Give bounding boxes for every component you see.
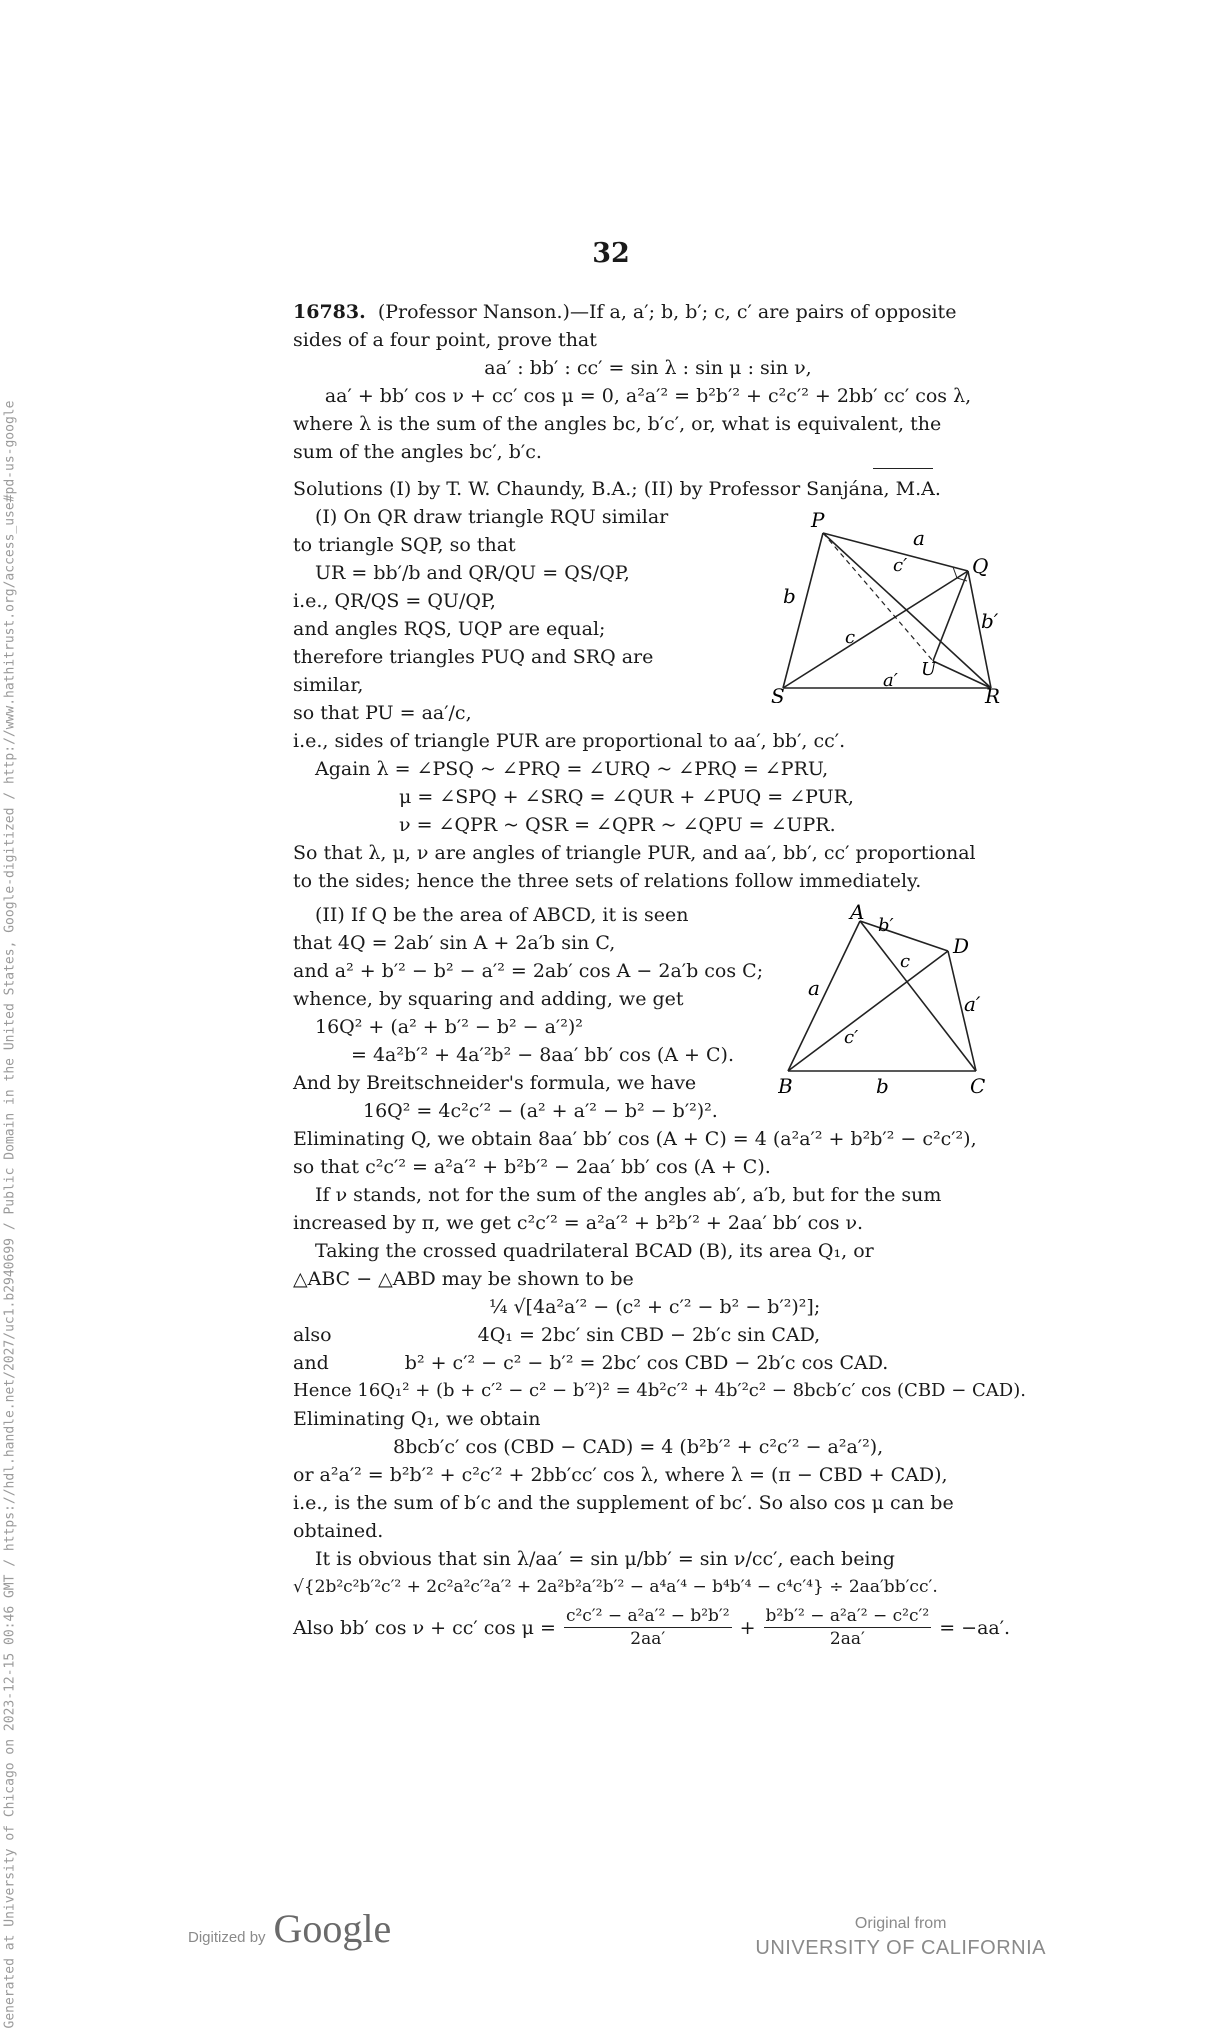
- hence-line: Hence 16Q₁² + (b + c′² − c² − b′²)² = 4b²c′² + 4b′²c² − 8bcb′c′ cos (CBD − CAD).: [293, 1380, 1026, 1401]
- also-equation: 4Q₁ = 2bc′ sin CBD − 2b′c sin CAD,: [477, 1324, 821, 1346]
- part1-conclusion-2: to the sides; hence the three sets of relations follow immediately.: [293, 870, 922, 892]
- final-rhs: = −aa′.: [939, 1616, 1011, 1639]
- label-s: S: [771, 684, 785, 703]
- part2-line: And by Breitschneider's formula, we have: [293, 1072, 697, 1094]
- part1-text: [293, 503, 713, 727]
- part1-again-1: Again λ = ∠PSQ ~ ∠PRQ = ∠URQ ~ ∠PRQ = ∠PRU,: [315, 758, 829, 780]
- part1-line: i.e., QR/QS = QU/QP,: [293, 590, 496, 612]
- taking-line-2: △ABC − △ABD may be shown to be: [293, 1268, 634, 1290]
- google-logo: Google: [273, 1906, 392, 1951]
- also-label: also: [293, 1324, 332, 1346]
- part1-sides-line: i.e., sides of triangle PUR are proportional to aa′, bb′, cc′.: [293, 730, 846, 752]
- figure-quadrilateral-abcd: [778, 903, 1003, 1116]
- part2-line: 16Q² + (a² + b′² − b² − a′²)²: [315, 1016, 583, 1038]
- fraction-2: [764, 1605, 932, 1650]
- side-ps: [783, 533, 823, 688]
- label-q: Q: [972, 554, 989, 578]
- diagonal-bd: [788, 951, 948, 1071]
- label-c-prime-2: c′: [844, 1027, 859, 1048]
- segment-pu: [823, 533, 933, 661]
- problem-number: 16783.: [293, 301, 366, 323]
- fraction-2-denominator: 2aa′: [829, 1629, 865, 1649]
- fraction-2-numerator: b²b′² − a²a′² − c²c′²: [765, 1606, 930, 1626]
- problem-author: (Professor Nanson.): [377, 301, 570, 323]
- and-line: [293, 1349, 1003, 1377]
- original-from-text: Original from: [854, 1915, 947, 1932]
- label-a: a: [913, 526, 925, 550]
- eliminating-q-line: Eliminating Q, we obtain 8aa′ bb′ cos (A + C) = 4 (a²a′² + b²b′² − c²c′²),: [293, 1128, 977, 1150]
- fraction-1: [564, 1605, 732, 1650]
- page-number: 32: [592, 238, 630, 269]
- original-from: [755, 1912, 1046, 1960]
- label-c-vertex: C: [970, 1074, 986, 1098]
- and-label: and: [293, 1352, 329, 1374]
- part1-line: so that PU = aa′/c,: [293, 702, 472, 724]
- obtained-line: obtained.: [293, 1520, 384, 1542]
- if-nu-line-2: increased by π, we get c²c′² = a²a′² + b²b′² + 2aa′ bb′ cos ν.: [293, 1212, 864, 1234]
- label-r: R: [985, 684, 1001, 703]
- obvious-line: It is obvious that sin λ/aa′ = sin μ/bb′ = sin ν/cc′, each being: [315, 1548, 895, 1570]
- label-c-prime: c′: [893, 555, 908, 576]
- label-c: c: [845, 627, 856, 648]
- problem-statement-1: —If a, a′; b, b′; c, c′ are pairs of opposite: [569, 301, 957, 323]
- label-b-vertex: B: [778, 1074, 793, 1098]
- figure-four-point-pqrs: [753, 503, 1003, 711]
- digitized-by-google: [188, 1905, 391, 1952]
- plus-sign: +: [739, 1616, 756, 1639]
- solutions-heading: Solutions (I) by T. W. Chaundy, B.A.; (II) by Professor Sanjána, M.A.: [293, 478, 941, 500]
- side-ab: [788, 921, 860, 1071]
- problem-line-1: [293, 298, 1003, 326]
- part2-block: [293, 901, 1003, 1125]
- part2-line: 16Q² = 4c²c′² − (a² + a′² − b² − b′²)².: [363, 1100, 718, 1122]
- area-formula: ¼ √[4a²a′² − (c² + c′² − b² − b′²)²];: [489, 1296, 821, 1318]
- digitized-by-text: Digitized by: [188, 1929, 266, 1946]
- segment-ur: [933, 661, 991, 688]
- so-that-line: so that c²c′² = a²a′² + b²b′² − 2aa′ bb′ cos (A + C).: [293, 1156, 771, 1178]
- problem-statement-2: sides of a four point, prove that: [293, 329, 597, 351]
- part1-line: to triangle SQP, so that: [293, 534, 516, 556]
- part2-line: that 4Q = 2ab′ sin A + 2a′b sin C,: [293, 932, 616, 954]
- and-equation: b² + c′² − c² − b′² = 2bc′ cos CBD − 2b′c cos CAD.: [404, 1352, 889, 1374]
- part1-conclusion-1: So that λ, μ, ν are angles of triangle PUR, and aa′, bb′, cc′ proportional: [293, 842, 976, 864]
- part2-line: (II) If Q be the area of ABCD, it is seen: [315, 904, 689, 926]
- diagonal-sq: [783, 571, 968, 688]
- segment-qu: [933, 571, 968, 661]
- fraction-1-denominator: 2aa′: [630, 1629, 666, 1649]
- label-u: U: [921, 659, 937, 680]
- label-a-side: a: [808, 976, 820, 1000]
- part2-line: whence, by squaring and adding, we get: [293, 988, 684, 1010]
- taking-line-1: Taking the crossed quadrilateral BCAD (B), its area Q₁, or: [315, 1240, 874, 1262]
- part1-line: and angles RQS, UQP are equal;: [293, 618, 606, 640]
- ie-line: i.e., is the sum of b′c and the supplement of bc′. So also cos μ can be: [293, 1492, 954, 1514]
- hathitrust-watermark: Generated at University of Chicago on 2023-12-15 00:46 GMT / https://hdl.handle.net/2027/uc1.b2940699 / Public Domain in the United States, Google-digitized / http://www.hathitrust.org/access_use#pd-us-google: [2, 400, 18, 2029]
- also-line: [293, 1321, 1003, 1349]
- label-c-2: c: [900, 951, 911, 972]
- final-lhs: Also bb′ cos ν + cc′ cos μ =: [293, 1616, 556, 1639]
- eliminating-q1-equation: 8bcb′c′ cos (CBD − CAD) = 4 (b²b′² + c²c′² − a²a′²),: [393, 1436, 884, 1458]
- if-nu-line-1: If ν stands, not for the sum of the angles ab′, a′b, but for the sum: [315, 1184, 942, 1206]
- problem-statement-3: where λ is the sum of the angles bc, b′c′, or, what is equivalent, the: [293, 413, 942, 435]
- label-b: b: [783, 584, 796, 608]
- part1-again-2: μ = ∠SPQ + ∠SRQ = ∠QUR + ∠PUQ = ∠PUR,: [399, 786, 854, 808]
- label-b-prime-2: b′: [878, 915, 894, 936]
- figure-2-svg: [778, 903, 1003, 1108]
- label-a-prime: a′: [883, 670, 898, 691]
- page-body: [293, 298, 1026, 1650]
- problem-statement-4: sum of the angles bc′, b′c.: [293, 441, 542, 463]
- part1-line: similar,: [293, 674, 364, 696]
- or-line: or a²a′² = b²b′² + c²c′² + 2bb′cc′ cos λ, where λ = (π − CBD + CAD),: [293, 1464, 948, 1486]
- part1-line: (I) On QR draw triangle RQU similar: [315, 506, 669, 528]
- part1-block: [293, 503, 1003, 727]
- separator-rule: [873, 468, 933, 469]
- label-a-prime-2: a′: [964, 992, 981, 1016]
- part2-line: = 4a²b′² + 4a′²b² − 8aa′ bb′ cos (A + C).: [351, 1044, 734, 1066]
- label-b-prime: b′: [981, 609, 999, 633]
- final-identity: [293, 1605, 1011, 1650]
- side-ad: [860, 921, 948, 951]
- problem-equation-2: aa′ + bb′ cos ν + cc′ cos μ = 0, a²a′² = b²b′² + c²c′² + 2bb′ cc′ cos λ,: [324, 385, 972, 407]
- part1-line: UR = bb′/b and QR/QU = QS/QP,: [315, 562, 630, 584]
- part2-line: and a² + b′² − b² − a′² = 2ab′ cos A − 2a′b cos C;: [293, 960, 764, 982]
- figure-1-svg: [753, 503, 1003, 703]
- label-d: D: [953, 934, 970, 958]
- university-name: UNIVERSITY OF CALIFORNIA: [755, 1937, 1046, 1959]
- label-a-vertex: A: [850, 903, 865, 924]
- part2-text: [293, 901, 763, 1125]
- problem-equation-1: aa′ : bb′ : cc′ = sin λ : sin μ : sin ν,: [484, 357, 812, 379]
- part1-again-3: ν = ∠QPR ~ QSR = ∠QPR ~ ∠QPU = ∠UPR.: [399, 814, 836, 836]
- part1-line: therefore triangles PUQ and SRQ are: [293, 646, 654, 668]
- sqrt-line: √{2b²c²b′²c′² + 2c²a²c′²a′² + 2a²b²a′²b′² − a⁴a′⁴ − b⁴b′⁴ − c⁴c′⁴} ÷ 2aa′bb′cc′.: [293, 1577, 938, 1597]
- eliminating-q1-line: Eliminating Q₁, we obtain: [293, 1408, 541, 1430]
- label-b-side: b: [876, 1074, 889, 1098]
- label-p: P: [811, 508, 825, 532]
- fraction-1-numerator: c²c′² − a²a′² − b²b′²: [565, 1606, 730, 1626]
